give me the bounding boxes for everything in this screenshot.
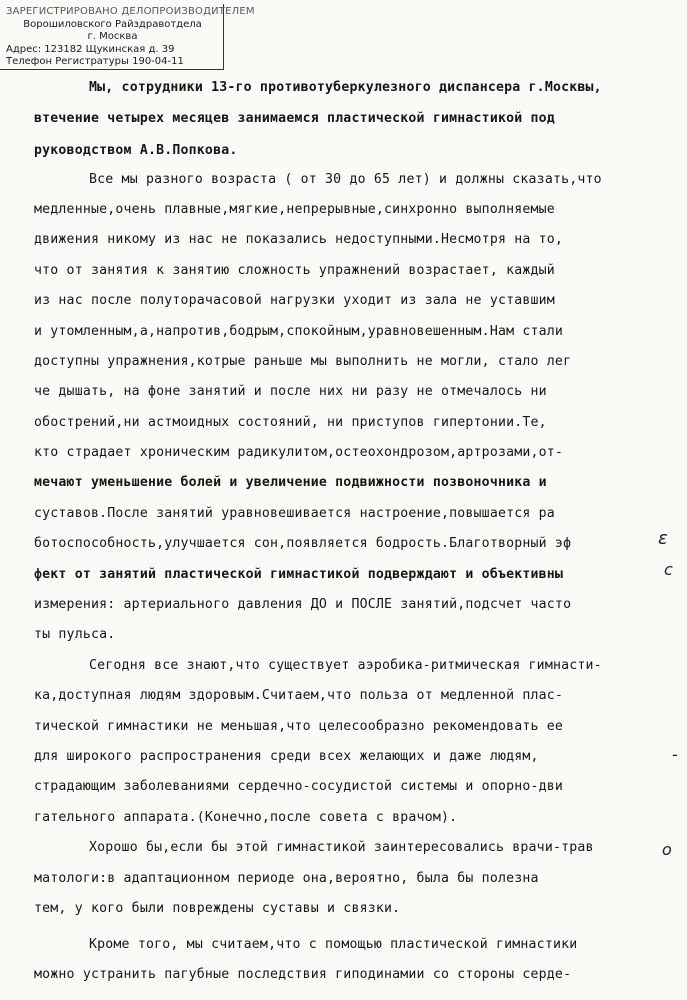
text-line: руководством А.В.Попкова. — [34, 143, 238, 158]
text-line: доступны упражнения,котрые раньше мы выполнить не могли, стало лег — [34, 354, 572, 369]
text-line: ботоспособность,улучшается сон,появляется бодрость.Благотворный эф — [34, 536, 572, 551]
text-line: можно устранить пагубные последствия гиподинамии со стороны серде- — [34, 967, 572, 982]
text-line: из нас после полуторачасовой нагрузки уходит из зала не уставшим — [34, 293, 555, 308]
text-line: что от занятия к занятию сложность упражнений возрастает, каждый — [34, 263, 555, 278]
stamp-line-1: ЗАРЕГИСТРИРОВАНО ДЕЛОПРОИЗВОДИТЕЛЕМ — [6, 6, 255, 17]
text-line: медленные,очень плавные,мягкие,непрерывные,синхронно выполняемые — [34, 202, 555, 217]
text-line: и утомленным,а,напротив,бодрым,спокойным,уравновешенным.Нам стали — [34, 324, 564, 339]
text-line: кто страдает хроническим радикулитом,остеохондрозом,артрозами,от- — [34, 445, 564, 460]
text-line: обострений,ни астмоидных состояний, ни приступов гипертонии.Те, — [34, 415, 547, 430]
text-line: суставов.После занятий уравновешивается настроение,повышается ра — [34, 506, 555, 521]
text-line: Кроме того, мы считаем,что с помощью пластической гимнастики — [89, 937, 578, 952]
text-line: для широкого распространения среди всех желающих и даже людям, — [34, 749, 539, 764]
text-line: че дышать, на фоне занятий и после них ни разу не отмечалось ни — [34, 384, 547, 399]
margin-correction-mark: - — [672, 745, 678, 764]
stamp-line-5: Телефон Регистратуры 190-04-11 — [6, 56, 184, 67]
text-line: матологи:в адаптационном периоде она,вероятно, была бы полезна — [34, 871, 539, 886]
text-line: ты пульса. — [34, 627, 116, 642]
text-line: втечение четырех месяцев занимаемся пластической гимнастикой под — [34, 111, 555, 126]
text-line: мечают уменьшение болей и увеличение подвижности позвоночника и — [34, 475, 547, 490]
text-line: Мы, сотрудники 13-го противотуберкулезного диспансера г.Москвы, — [89, 80, 602, 95]
stamp-line-2: Ворошиловского Райздравотдела — [23, 18, 202, 30]
margin-correction-mark: ε — [658, 528, 668, 549]
text-line: Все мы разного возраста ( от 30 до 65 лет) и должны сказать,что — [89, 172, 602, 187]
text-line: гательного аппарата.(Конечно,после совета с врачом). — [34, 810, 458, 825]
text-line: фект от занятий пластической гимнастикой подверждают и объективны — [34, 567, 564, 582]
text-line: ка,доступная людям здоровым.Считаем,что польза от медленной плас- — [34, 688, 564, 703]
text-line: измерения: артериального давления ДО и ПОСЛЕ занятий,подсчет часто — [34, 597, 572, 612]
stamp-line-3: г. Москва — [87, 31, 138, 42]
text-line: движения никому из нас не показались недоступными.Несмотря на то, — [34, 232, 564, 247]
text-line: страдающим заболеваниями сердечно-сосудистой системы и опорно-дви — [34, 779, 564, 794]
registration-stamp — [0, 4, 255, 70]
margin-correction-mark: с — [664, 560, 673, 579]
text-line: Сегодня все знают,что существует аэробика-ритмическая гимнасти- — [89, 658, 602, 673]
margin-correction-mark: о — [662, 840, 672, 859]
text-line: Хорошо бы,если бы этой гимнастикой заинтересовались врачи-трав — [89, 840, 594, 855]
text-line: тической гимнастики не меньшая,что целесообразно рекомендовать ее — [34, 719, 564, 734]
stamp-line-4: Адрес: 123182 Щукинская д. 39 — [6, 43, 175, 55]
text-line: тем, у кого были повреждены суставы и связки. — [34, 901, 401, 916]
